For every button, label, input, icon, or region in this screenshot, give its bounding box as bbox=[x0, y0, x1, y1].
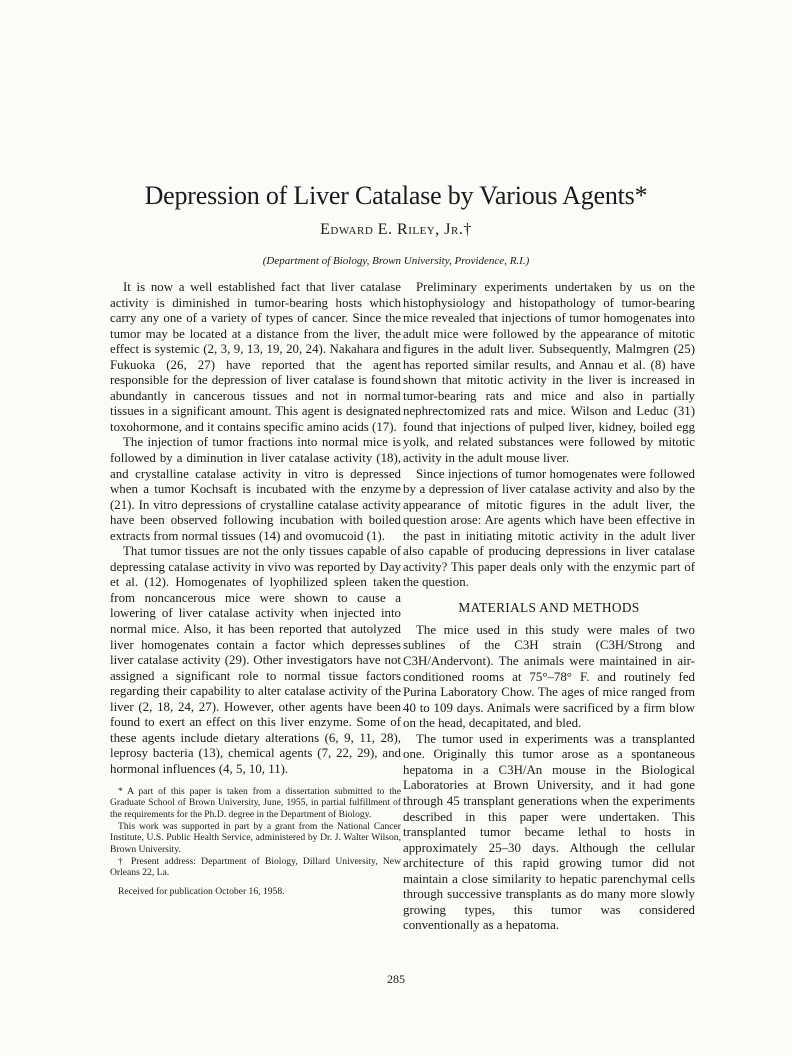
body-paragraph: Preliminary experiments undertaken by us on the histophysiology and histopathology of tumor-bearing mice revealed that injections of tumor homogenates into adult mice were followed by the appearance of mitotic figures in the adult liver. Subsequently, Malmgren (25) has reported similar results, and Annau et al. (8) have shown that mitotic activity in the liver is increased in tumor-bearing rats and mice and also in partially nephrectomized rats and mice. Wilson and Leduc (31) found that injections of pulped liver, kidney, boiled egg yolk, and related substances were followed by mitotic activity in the adult mouse liver. bbox=[403, 280, 695, 466]
left-column bbox=[110, 280, 401, 898]
footnotes bbox=[110, 786, 401, 898]
body-paragraph: The mice used in this study were males of two sublines of the C3H strain (C3H/Strong and C3H/Andervont). The animals were maintained in air-conditioned rooms at 75°–78° F. and routinely fed Purina Laboratory Chow. The ages of mice ranged from 40 to 109 days. Animals were sacrificed by a firm blow on the head, decapitated, and bled. bbox=[403, 622, 695, 731]
author-name: Edward E. Riley, Jr.† bbox=[320, 221, 472, 238]
body-paragraph: Since injections of tumor homogenates were followed by a depression of liver catalase activity and also by the appearance of mitotic figures in the adult liver, the question arose: Are agents which have been effective in the past in initiating mitotic activity in the adult liver also capable of producing depressions in liver catalase activity? This paper deals only with the enzymic part of the question. bbox=[403, 466, 695, 590]
body-paragraph: It is now a well established fact that liver catalase activity is diminished in tumor-bearing hosts which carry any one of a variety of types of cancer. Since the tumor may be located at a distance from the liver, the effect is systemic (2, 3, 9, 13, 19, 20, 24). Nakahara and Fukuoka (26, 27) have reported that the agent responsible for the depression of liver catalase is found abundantly in cancerous tissues and not in normal tissues in a significant amount. This agent is designated toxohormone, and it contains specific amino acids (17). bbox=[110, 280, 401, 434]
footnote-address: † Present address: Department of Biology, Dillard University, New Orleans 22, La. bbox=[110, 855, 401, 879]
section-heading: MATERIALS AND METHODS bbox=[458, 599, 640, 615]
author-affiliation: (Department of Biology, Brown University, Providence, R.I.) bbox=[262, 255, 530, 267]
page-number: 285 bbox=[387, 972, 405, 986]
body-paragraph: The injection of tumor fractions into normal mice is followed by a diminution in liver catalase activity (18), and crystalline catalase activity in vitro is depressed when a tumor Kochsaft is incubated with the enzyme (21). In vitro depressions of crystalline catalase activity have been observed following incubation with boiled extracts from normal tissues (14) and ovomucoid (1). bbox=[110, 435, 401, 543]
right-column bbox=[403, 280, 695, 934]
body-paragraph: The tumor used in experiments was a transplanted one. Originally this tumor arose as a spontaneous hepatoma in a C3H/An mouse in the Biological Laboratories at Brown University, and it had gone through 45 transplant generations when the experiments described in this paper were undertaken. This transplanted tumor became lethal to hosts in approximately 25–30 days. Although the cellular architecture of this rapid growing tumor did not maintain a close similarity to hepatic parenchymal cells through successive transplants as do many more slowly growing types, this tumor was considered conventionally as a hepatoma. bbox=[403, 731, 695, 933]
footnote-grant: This work was supported in part by a grant from the National Cancer Institute, U.S. Public Health Service, administered by Dr. J. Walter Wilson, Brown University. bbox=[110, 820, 401, 856]
received-date: Received for publication October 16, 1958. bbox=[118, 886, 285, 898]
article-title: Depression of Liver Catalase by Various Agents* bbox=[144, 181, 648, 210]
footnote-dissertation: * A part of this paper is taken from a dissertation submitted to the Graduate School of Brown University, June, 1955, in partial fulfillment of the requirements for the Ph.D. degree in the Department of Biology. bbox=[110, 785, 401, 820]
body-paragraph: That tumor tissues are not the only tissues capable of depressing catalase activity in vivo was reported by Day et al. (12). Homogenates of lyophilized spleen taken from noncancerous mice were shown to cause a lowering of liver catalase activity when injected into normal mice. Also, it has been reported that autolyzed liver homogenates contain a factor which depresses liver catalase activity (29). Other investigators have not assigned a significant role to normal tissue factors regarding their capability to alter catalase activity of the liver (2, 18, 24, 27). However, other agents have been found to exert an effect on this liver enzyme. Some of these agents include dietary alterations (6, 9, 11, 28), leprosy bacteria (13), chemical agents (7, 22, 29), and hormonal influences (4, 5, 10, 11). bbox=[110, 544, 401, 776]
